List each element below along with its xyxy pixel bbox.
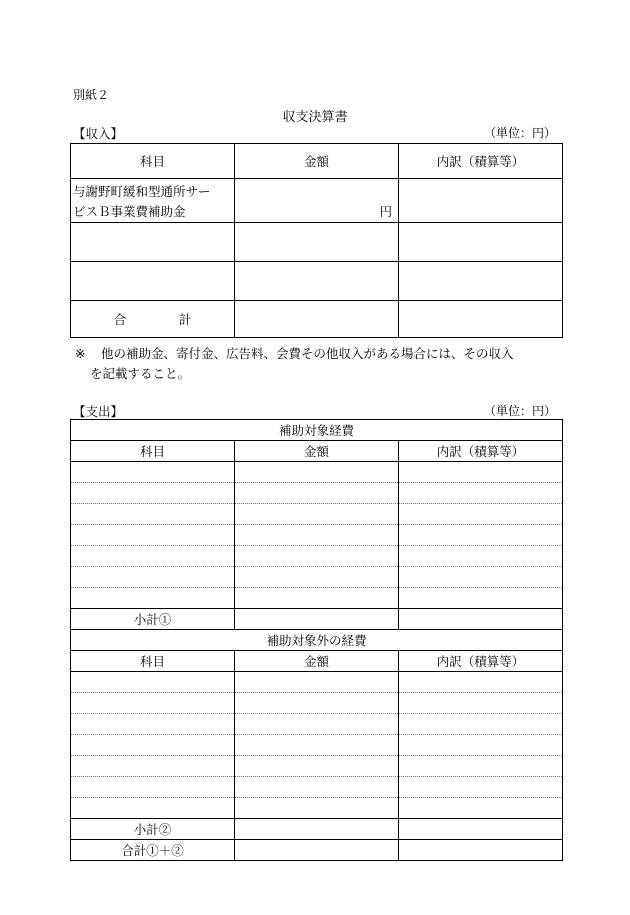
annex-number: 別紙２ — [73, 88, 110, 102]
subtotal1-breakdown — [399, 609, 563, 630]
table-row — [71, 546, 563, 567]
income-breakdown-subsidy — [399, 179, 563, 223]
table-row — [71, 462, 563, 483]
section2-title: 補助対象外の経費 — [71, 630, 563, 651]
subtotal2-row — [71, 819, 563, 840]
income-header-item: 科目 — [71, 144, 235, 179]
document-title: 収支決算書 — [282, 110, 348, 125]
income-unit: （単位：円） — [483, 126, 556, 140]
expense-unit: （単位：円） — [483, 404, 556, 418]
income-row-blank — [71, 262, 563, 301]
income-row-subsidy — [71, 179, 563, 223]
subtotal1-amount — [235, 609, 399, 630]
table-row — [71, 525, 563, 546]
income-total-amount — [235, 301, 399, 338]
expense-header-row — [71, 441, 563, 462]
grand-total-row — [71, 840, 563, 861]
expense-header-item: 科目 — [71, 441, 235, 462]
subtotal2-breakdown — [399, 819, 563, 840]
table-row — [71, 567, 563, 588]
grand-total-breakdown — [399, 840, 563, 861]
subtotal2-label: 小計② — [71, 819, 235, 840]
income-note — [75, 344, 560, 384]
expense-header-breakdown: 内訳（積算等） — [399, 651, 563, 672]
income-header-breakdown: 内訳（積算等） — [399, 144, 563, 179]
expense-label: 【支出】 — [73, 404, 124, 419]
income-table — [70, 143, 563, 338]
section-header-row — [71, 420, 563, 441]
expense-header-amount: 金額 — [235, 651, 399, 672]
expense-header-amount: 金額 — [235, 441, 399, 462]
income-label: 【収入】 — [73, 126, 124, 141]
income-row-blank — [71, 223, 563, 262]
table-row — [71, 714, 563, 735]
table-row — [71, 693, 563, 714]
expense-header-row — [71, 651, 563, 672]
income-item-subsidy-line1: 与謝野町緩和型通所サー — [73, 184, 211, 199]
expense-header-item: 科目 — [71, 651, 235, 672]
grand-total-label: 合計①＋② — [71, 840, 235, 861]
income-header-row — [71, 144, 563, 179]
table-row — [71, 504, 563, 525]
table-row — [71, 735, 563, 756]
table-row — [71, 756, 563, 777]
income-total-row — [71, 301, 563, 338]
subtotal1-row — [71, 609, 563, 630]
note-mark: ※ — [75, 346, 86, 361]
expense-table — [70, 419, 563, 861]
table-row — [71, 777, 563, 798]
income-header-amount: 金額 — [235, 144, 399, 179]
grand-total-amount — [235, 840, 399, 861]
section-header-row — [71, 630, 563, 651]
note-line2: を記載すること。 — [90, 366, 191, 381]
table-row — [71, 798, 563, 819]
table-row — [71, 483, 563, 504]
income-item-subsidy — [71, 179, 235, 223]
income-total-breakdown — [399, 301, 563, 338]
income-item-subsidy-line2: ビスＢ事業費補助金 — [73, 204, 186, 219]
income-total-label: 合 計 — [71, 301, 235, 338]
income-amount-subsidy: 円 — [235, 179, 399, 223]
subtotal2-amount — [235, 819, 399, 840]
expense-header-breakdown: 内訳（積算等） — [399, 441, 563, 462]
subtotal1-label: 小計① — [71, 609, 235, 630]
note-line1: 他の補助金、寄付金、広告料、会費その他収入がある場合には、その収入 — [101, 346, 514, 361]
section1-title: 補助対象経費 — [71, 420, 563, 441]
table-row — [71, 588, 563, 609]
table-row — [71, 672, 563, 693]
